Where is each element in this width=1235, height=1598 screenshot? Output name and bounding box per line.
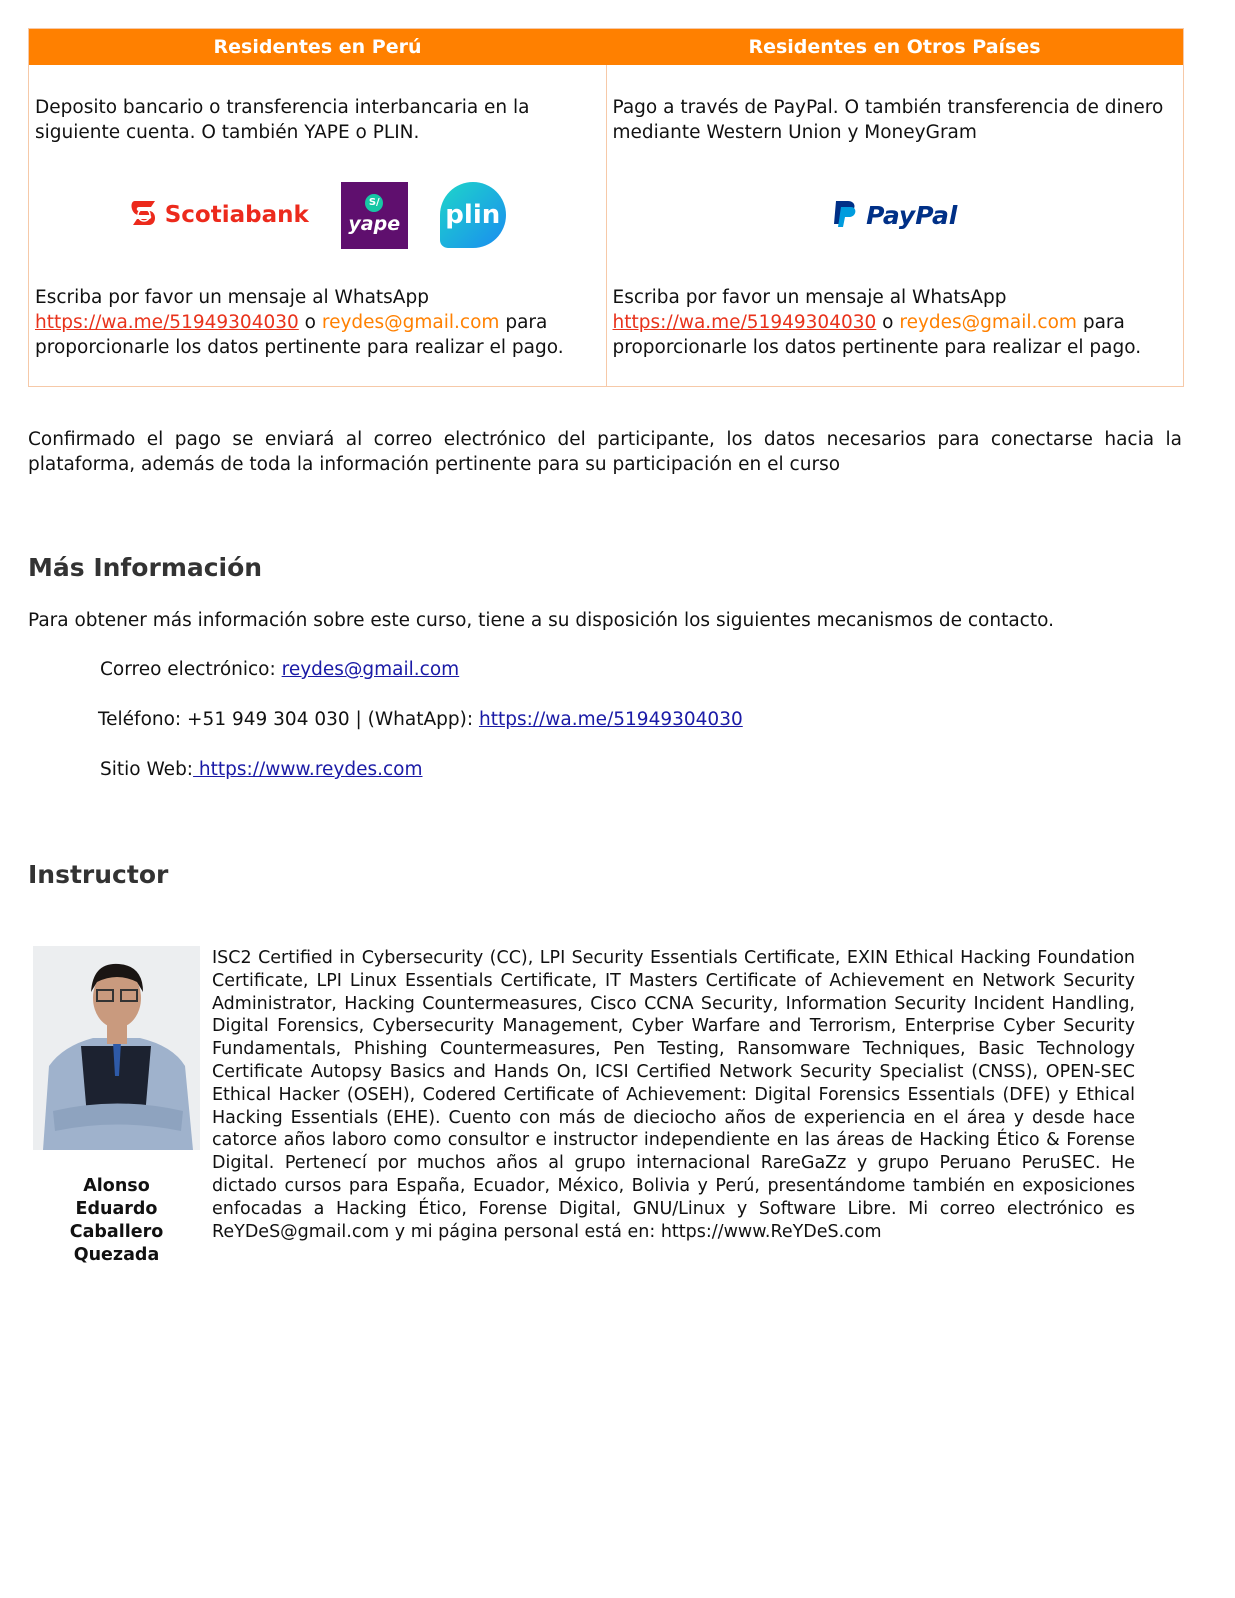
more-info-intro: Para obtener más información sobre este curso, tiene a su disposición los siguientes mecanismos de contacto.: [28, 610, 1054, 631]
instructor-photo: [33, 946, 200, 1150]
scotiabank-logo: Scotiabank: [129, 199, 309, 231]
other-countries-cell: [606, 65, 1184, 387]
instructor-bio: ISC2 Certified in Cybersecurity (CC), LPI Security Essentials Certificate, EXIN Ethical Hacking Foundation Certificate, LPI Linux Essentials Certificate, IT Masters Certificate of Achievement en Network Security Administrator, Hacking Countermeasures, Cisco CCNA Security, Information Security Incident Handling, Digital Forensics, Cybersecurity Management, Cyber Warfare and Terrorism, Enterprise Cyber Security Fundamentals, Phishing Countermeasures, Pen Testing, Ransomware Techniques, Basic Technology Certificate Autopsy Basics and Hands On, ICSI Certified Network Security Specialist (CNSS), OPEN-SEC Ethical Hacker (OSEH), Codered Certificate of Achievement: Digital Forensics Essentials (DFE) y Ethical Hacking Essentials (EHE). Cuento con más de dieciocho años de experiencia en el área y desde hace catorce años laboro como consultor e instructor independiente en las áreas de Hacking Ético & Forense Digital. Pertenecí por muchos años al grupo internacional RareGaZz y grupo Peruano PeruSEC. He dictado cursos para España, Ecuador, México, Bolivia y Perú, presentándome también en exposiciones enfocadas a Hacking Ético, Forense Digital, GNU/Linux y Software Libre. Mi correo electrónico es ReYDeS@gmail.com y mi página personal está en: https://www.ReYDeS.com: [212, 948, 1135, 1242]
other-contact: Escriba por favor un mensaje al WhatsApp https://wa.me/51949304030 o reydes@gmail.com para proporcionarle los datos pertinente para realizar el pago.: [612, 287, 1142, 358]
confirmation-text: Confirmado el pago se enviará al correo electrónico del participante, los datos necesarios para conectarse hacia la plataforma, además de toda la información pertinente para su participación en el curso: [28, 429, 1182, 475]
contact-web: Sitio Web: https://www.reydes.com: [100, 759, 423, 780]
peru-logos: [35, 145, 600, 285]
paypal-logo: PayPal: [613, 145, 1178, 285]
contact-phone: Teléfono: +51 949 304 030 | (WhatApp): https://wa.me/51949304030: [98, 709, 743, 730]
email-link[interactable]: reydes@gmail.com: [321, 312, 500, 333]
whatsapp-link[interactable]: https://wa.me/51949304030: [612, 312, 877, 333]
peru-cell: [29, 65, 607, 387]
plin-logo: plin: [440, 182, 506, 248]
email-link[interactable]: reydes@gmail.com: [899, 312, 1077, 333]
whatsapp-link[interactable]: https://wa.me/51949304030: [35, 312, 299, 333]
website-link[interactable]: https://www.reydes.com: [193, 759, 423, 780]
payment-table: [28, 28, 1184, 387]
contact-email: Correo electrónico: reydes@gmail.com: [100, 659, 460, 680]
instructor-heading: Instructor: [28, 860, 169, 889]
email-link[interactable]: reydes@gmail.com: [281, 659, 460, 680]
whatsapp-link[interactable]: https://wa.me/51949304030: [478, 709, 743, 730]
other-intro: Pago a través de PayPal. O también transferencia de dinero mediante Western Union y MoneyGram: [612, 97, 1164, 143]
peru-contact: Escriba por favor un mensaje al WhatsApp https://wa.me/51949304030 o reydes@gmail.com para proporcionarle los datos pertinente para realizar el pago.: [35, 287, 564, 358]
yape-logo: S/ yape: [341, 182, 408, 249]
instructor-name: Alonso Eduardo Caballero Quezada: [69, 1176, 164, 1265]
peru-intro: Deposito bancario o transferencia interbancaria en la siguiente cuenta. O también YAPE o PLIN.: [35, 97, 530, 143]
header-other-countries: Residentes en Otros Países: [606, 29, 1184, 66]
header-peru: Residentes en Perú: [29, 29, 607, 66]
more-info-heading: Más Información: [28, 553, 263, 582]
